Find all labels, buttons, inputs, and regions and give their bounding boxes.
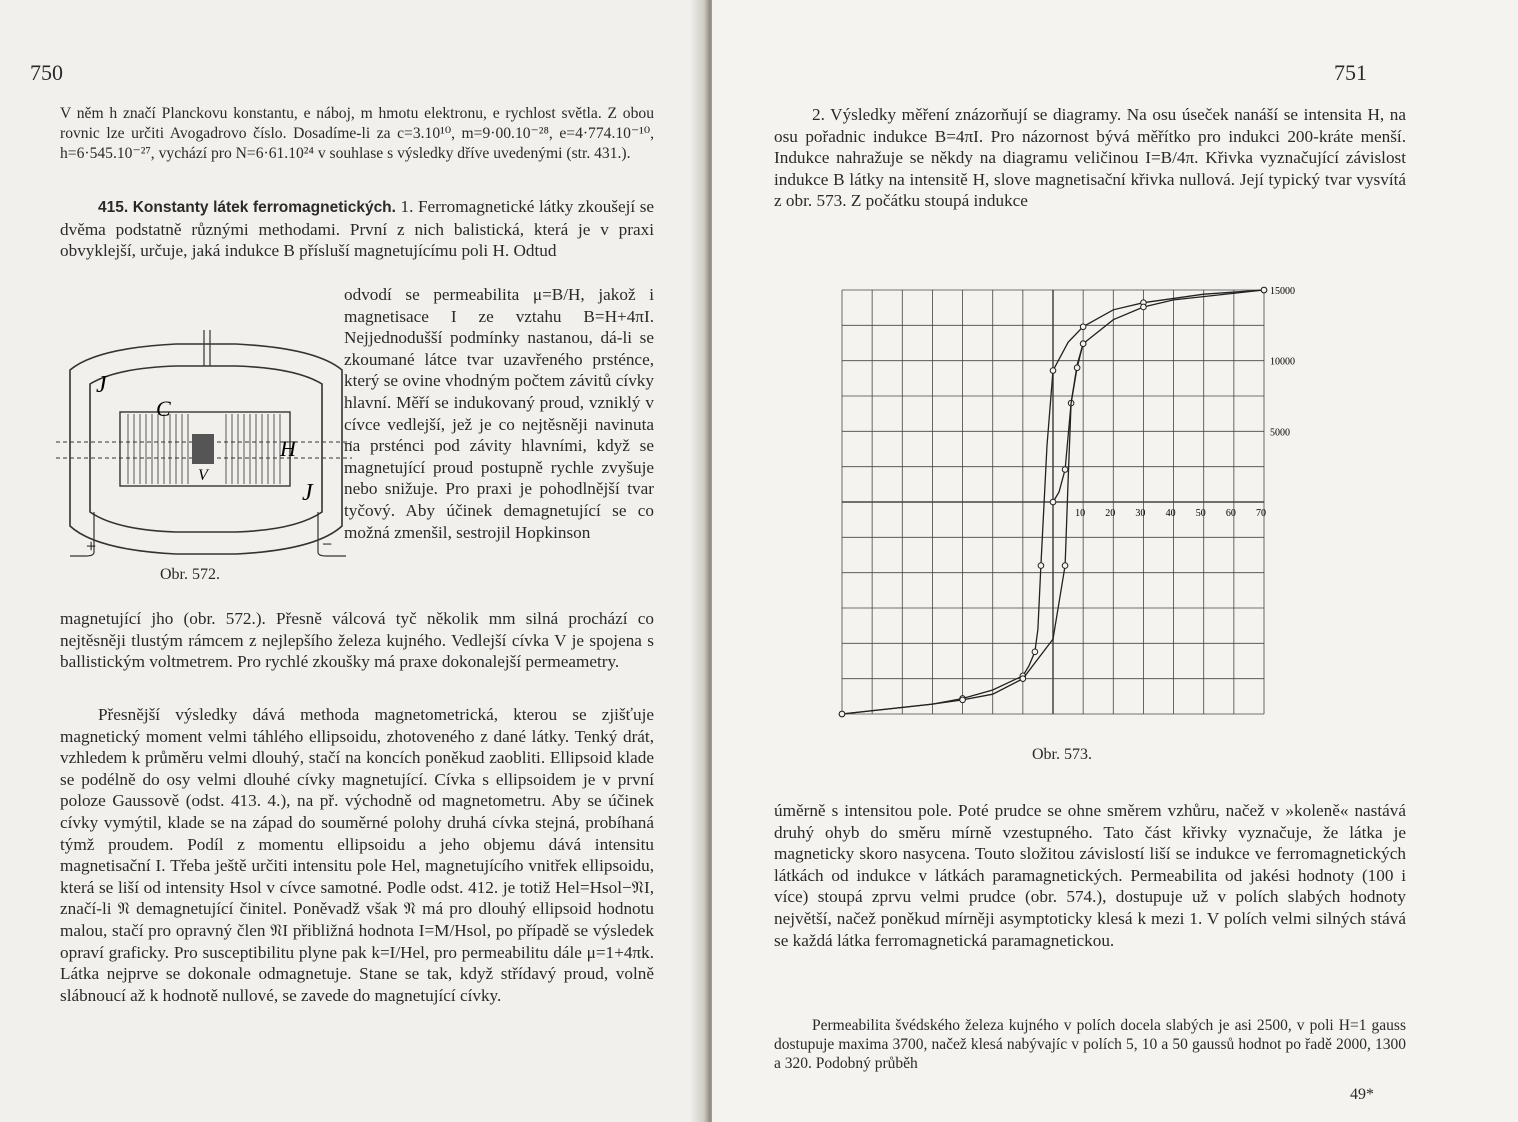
small-print-paragraph — [774, 1016, 1406, 1073]
section-number: 415. — [98, 199, 129, 216]
label-minus: − — [322, 534, 333, 554]
data-point — [1261, 287, 1267, 293]
label-v: V — [198, 467, 208, 484]
x-tick-label: 70 — [1256, 508, 1266, 519]
x-tick-label: 10 — [1075, 508, 1086, 519]
figure-573-caption: Obr. 573. — [1032, 746, 1092, 763]
section-415-top — [60, 196, 654, 262]
data-point — [1074, 365, 1080, 371]
label-j-bottom: J — [302, 480, 313, 506]
x-tick-label: 60 — [1225, 508, 1236, 519]
magnetometric-text: Přesnější výsledky dává methoda magnetometrická, kterou se zjišťuje magnetický moment velmi táhlého ellipsoidu, zhotoveného z dané látky. Tenký drát, vzhledem k průměru velmi dlouhý, stačí na koncích poněkud zaobliti. Ellipsoid klade se podélně do osy velmi dlouhé cívky magnetující. Cívka s ellipsoidem je v první poloze Gaussově (odst. 413. 4.), na př. východně od magnetometru. Aby se účinek cívky vymýtil, klade se na západ do souměrné polohy druhá cívka stejná, probíhaná týmž proudem. Podíl z momentu ellipsoidu a jeho objemu dává intensitu magnetisační I. Třeba ještě určiti intensitu pole Hel, magnetujícího vnitřek ellipsoidu, která se liší od intensity Hsol v cívce samotné. Podle odst. 412. je totiž Hel=Hsol−𝔑I, značí-li 𝔑 demagnetující činitel. Poněvadž však 𝔑 má pro dlouhý ellipsoid hodnotu malou, stačí pro opravný člen 𝔑I přibližná hodnota I=M/Hsol, po případě se výsledek opraví graficky. Pro susceptibilitu plyne pak k=I/Hel, pro permeabilitu dále μ=1+4πk. Látka nejprve se dokonale odmagnetuje. Stane se tak, když střídavý proud, volně slábnoucí až k hodnotě nullové, se zavede do magnetující cívky. — [60, 705, 654, 1005]
magnetometric-paragraph — [60, 704, 654, 1006]
data-point — [960, 697, 966, 703]
data-point — [1062, 467, 1068, 473]
after-figure-paragraph: úměrně s intensitou pole. Poté prudce se ohne směrem vzhůru, načež v »koleně« nastává druhý ohyb do směru mírně vzestupného. Tato část křivky vyznačuje, že látka je magneticky skoro nasycena. Touto složitou závislostí liší se indukce ve ferromagnetických látkách od indukce v látkách paramagnetických. Permeabilita od jakési hodnoty (100 i více) stoupá zprvu velmi prudce (obr. 574.), dostupuje už v polích slabých hodnoty největší, načež poněkud mírněji asymptoticky klesá k mezi 1. V polích velmi silných stává se každá látka ferromagnetická paramagnetickou. — [774, 801, 1406, 950]
label-c: C — [156, 396, 171, 421]
x-tick-label: 50 — [1195, 508, 1206, 519]
label-h: H — [280, 436, 296, 461]
data-point — [1032, 649, 1038, 655]
secondary-coil — [192, 434, 214, 464]
small-print-text: Permeabilita švédského železa kujného v polích docela slabých je asi 2500, v poli H=1 gauss dostupuje maxima 3700, načež klesá nabývajíc v polích 5, 10 a 50 gaussů hodnot po řadě 2000, 1300 a 320. Podobný průběh — [774, 1017, 1406, 1072]
data-point — [1050, 499, 1056, 505]
figure-572-caption: Obr. 572. — [160, 566, 220, 583]
label-plus: + — [86, 536, 97, 556]
page-number-left: 750 — [30, 60, 63, 85]
data-point — [1020, 676, 1026, 682]
label-j-top: J — [96, 372, 107, 398]
left-page — [0, 0, 706, 1122]
y-tick-label: 10000 — [1270, 356, 1295, 368]
data-point — [839, 711, 845, 717]
intro-paragraph: V něm h značí Planckovu konstantu, e náboj, m hmotu elektronu, e rychlost světla. Z obou rovnic lze určiti Avogadrovo číslo. Dosadíme-li za c=3.10¹⁰, m=9·00.10⁻²⁸, e=4·774.10⁻¹⁰, h=6·545.10⁻²⁷, vychází pro N=6·61.10²⁴ v souhlase s výsledky dříve uvedenými (str. 431.). — [60, 105, 654, 162]
page-number-right: 751 — [1334, 60, 1367, 85]
right-page — [712, 0, 1518, 1122]
signature-mark: 49* — [1350, 1086, 1374, 1103]
data-point — [1080, 324, 1086, 330]
section-415-side: odvodí se permeabilita μ=B/H, jakož i magnetisace I ze vztahu B=H+4πI. Nejjednodušší podmínky nastanou, dá-li se zkoumané látce tvar uzavřeného prsténce, který se ovine vhodným počtem závitů cívky hlavní. Měří se indukovaný proud, vzniklý v cívce vedlejší, jež je co nejtěsněji navinuta na prsténci pod závity hlavními, když se magnetující proud postupně rychle zvyšuje nebo snižuje. Pro praxi je pohodlnější tvar tyčový. Aby účinek demagnetující se co možná zmenšil, sestrojil Hopkinson — [344, 285, 654, 542]
data-point — [1080, 341, 1086, 347]
section-415-top-text: 1. Ferromagnetické látky zkoušejí se dvěma podstatně různými methodami. První z nich balistická, která je v praxi obvyklejší, určuje, jaká indukce B přísluší magnetujícímu poli H. Odtud — [60, 197, 655, 261]
section-415-bottom: magnetující jho (obr. 572.). Přesně válcová tyč několik mm silná prochází co nejtěsněji tlustým rámcem z nejlepšího železa kujného. Vedlejší cívka V je spojena s ballistickým voltmetrem. Pro rychlé zkoušky má praxe dokonalejší permeametry. — [60, 609, 654, 672]
data-point — [1062, 563, 1068, 569]
data-point — [1050, 368, 1056, 374]
figure-572 — [56, 330, 352, 600]
data-point — [1038, 563, 1044, 569]
results-text: 2. Výsledky měření znázorňují se diagramy. Na osu úseček nanáší se intensita H, na osu pořadnic indukce B=4πI. Pro názornost bývá měřítko pro indukci 200-kráte menší. Indukce nahražuje se někdy na diagramu veličinou I=B/4π. Křivka vyznačující závislost indukce B látky na intensitě H, slove magnetisační křivka nullová. Její typický tvar vysvítá z obr. 573. Z počátku stoupá indukce — [774, 105, 1406, 211]
data-point — [1141, 304, 1147, 310]
figure-573-chart — [822, 276, 1322, 726]
section-title: Konstanty látek ferromagnetických. — [132, 199, 396, 216]
y-tick-label: 5000 — [1270, 427, 1290, 439]
x-tick-label: 30 — [1135, 508, 1146, 519]
y-tick-label: 15000 — [1270, 286, 1295, 297]
results-paragraph — [774, 104, 1406, 212]
x-tick-label: 40 — [1165, 508, 1176, 519]
x-tick-label: 20 — [1105, 508, 1116, 519]
